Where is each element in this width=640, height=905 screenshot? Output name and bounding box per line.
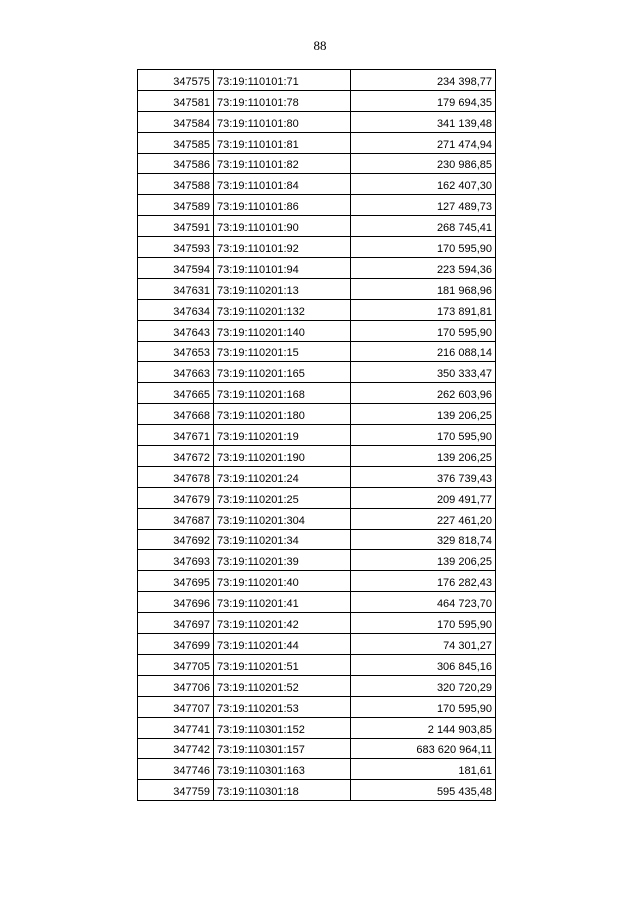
table-row: [138, 696, 496, 717]
value-cell: 181,61: [351, 759, 496, 780]
cadastral-number-cell: 73:19:110301:157: [214, 738, 351, 759]
table-row: [138, 613, 496, 634]
cadastral-number-cell: 73:19:110201:168: [214, 383, 351, 404]
value-cell: 181 968,96: [351, 278, 496, 299]
cadastral-number-cell: 73:19:110101:82: [214, 153, 351, 174]
cadastral-number-cell: 73:19:110301:152: [214, 717, 351, 738]
cadastral-number-cell: 73:19:110201:180: [214, 404, 351, 425]
cadastral-number-cell: 73:19:110201:40: [214, 571, 351, 592]
value-cell: 595 435,48: [351, 780, 496, 801]
cadastral-number-cell: 73:19:110201:42: [214, 613, 351, 634]
row-number-cell: 347591: [138, 216, 214, 237]
value-cell: 271 474,94: [351, 132, 496, 153]
table-row: [138, 404, 496, 425]
table-row: [138, 278, 496, 299]
table-row: [138, 362, 496, 383]
value-cell: 179 694,35: [351, 90, 496, 111]
table-row: [138, 195, 496, 216]
table-row: [138, 111, 496, 132]
value-cell: 350 333,47: [351, 362, 496, 383]
table-row: [138, 174, 496, 195]
cadastral-number-cell: 73:19:110101:71: [214, 70, 351, 91]
cadastral-number-cell: 73:19:110201:24: [214, 466, 351, 487]
table-row: [138, 90, 496, 111]
row-number-cell: 347653: [138, 341, 214, 362]
value-cell: 173 891,81: [351, 299, 496, 320]
cadastral-number-cell: 73:19:110201:132: [214, 299, 351, 320]
row-number-cell: 347663: [138, 362, 214, 383]
table-row: [138, 383, 496, 404]
row-number-cell: 347692: [138, 529, 214, 550]
value-cell: 2 144 903,85: [351, 717, 496, 738]
table-row: [138, 425, 496, 446]
cadastral-number-cell: 73:19:110101:81: [214, 132, 351, 153]
table-row: [138, 487, 496, 508]
value-cell: 320 720,29: [351, 675, 496, 696]
cadastral-number-cell: 73:19:110201:39: [214, 550, 351, 571]
row-number-cell: 347687: [138, 508, 214, 529]
table-row: [138, 466, 496, 487]
row-number-cell: 347668: [138, 404, 214, 425]
value-cell: 341 139,48: [351, 111, 496, 132]
table-body: [138, 70, 496, 801]
cadastral-number-cell: 73:19:110201:304: [214, 508, 351, 529]
row-number-cell: 347589: [138, 195, 214, 216]
cadastral-number-cell: 73:19:110201:34: [214, 529, 351, 550]
cadastral-number-cell: 73:19:110101:94: [214, 258, 351, 279]
row-number-cell: 347671: [138, 425, 214, 446]
table-row: [138, 153, 496, 174]
cadastral-number-cell: 73:19:110201:53: [214, 696, 351, 717]
cadastral-number-cell: 73:19:110201:190: [214, 446, 351, 467]
row-number-cell: 347588: [138, 174, 214, 195]
cadastral-number-cell: 73:19:110101:80: [214, 111, 351, 132]
row-number-cell: 347593: [138, 237, 214, 258]
table-row: [138, 592, 496, 613]
cadastral-number-cell: 73:19:110101:78: [214, 90, 351, 111]
cadastral-number-cell: 73:19:110301:163: [214, 759, 351, 780]
row-number-cell: 347581: [138, 90, 214, 111]
table-row: [138, 654, 496, 675]
row-number-cell: 347584: [138, 111, 214, 132]
value-cell: 209 491,77: [351, 487, 496, 508]
value-cell: 216 088,14: [351, 341, 496, 362]
table-row: [138, 738, 496, 759]
value-cell: 170 595,90: [351, 696, 496, 717]
value-cell: 227 461,20: [351, 508, 496, 529]
value-cell: 306 845,16: [351, 654, 496, 675]
table-row: [138, 320, 496, 341]
row-number-cell: 347575: [138, 70, 214, 91]
cadastral-number-cell: 73:19:110101:86: [214, 195, 351, 216]
row-number-cell: 347585: [138, 132, 214, 153]
row-number-cell: 347759: [138, 780, 214, 801]
row-number-cell: 347696: [138, 592, 214, 613]
row-number-cell: 347699: [138, 634, 214, 655]
cadastral-number-cell: 73:19:110201:13: [214, 278, 351, 299]
row-number-cell: 347631: [138, 278, 214, 299]
row-number-cell: 347672: [138, 446, 214, 467]
value-cell: 376 739,43: [351, 466, 496, 487]
cadastral-number-cell: 73:19:110201:15: [214, 341, 351, 362]
row-number-cell: 347665: [138, 383, 214, 404]
cadastral-number-cell: 73:19:110101:90: [214, 216, 351, 237]
cadastral-number-cell: 73:19:110201:165: [214, 362, 351, 383]
cadastral-number-cell: 73:19:110201:41: [214, 592, 351, 613]
cadastral-number-cell: 73:19:110201:19: [214, 425, 351, 446]
row-number-cell: 347707: [138, 696, 214, 717]
table-row: [138, 529, 496, 550]
row-number-cell: 347634: [138, 299, 214, 320]
table-row: [138, 508, 496, 529]
table-row: [138, 299, 496, 320]
value-cell: 139 206,25: [351, 446, 496, 467]
value-cell: 230 986,85: [351, 153, 496, 174]
value-cell: 139 206,25: [351, 550, 496, 571]
row-number-cell: 347643: [138, 320, 214, 341]
cadastral-number-cell: 73:19:110101:92: [214, 237, 351, 258]
cadastral-number-cell: 73:19:110101:84: [214, 174, 351, 195]
table-row: [138, 675, 496, 696]
row-number-cell: 347741: [138, 717, 214, 738]
table-row: [138, 341, 496, 362]
data-table: [137, 69, 496, 801]
table-row: [138, 717, 496, 738]
row-number-cell: 347705: [138, 654, 214, 675]
value-cell: 170 595,90: [351, 237, 496, 258]
table-row: [138, 550, 496, 571]
value-cell: 329 818,74: [351, 529, 496, 550]
value-cell: 170 595,90: [351, 320, 496, 341]
table-row: [138, 571, 496, 592]
row-number-cell: 347742: [138, 738, 214, 759]
value-cell: 262 603,96: [351, 383, 496, 404]
value-cell: 170 595,90: [351, 613, 496, 634]
row-number-cell: 347695: [138, 571, 214, 592]
row-number-cell: 347678: [138, 466, 214, 487]
table-row: [138, 237, 496, 258]
row-number-cell: 347697: [138, 613, 214, 634]
cadastral-number-cell: 73:19:110201:51: [214, 654, 351, 675]
row-number-cell: 347594: [138, 258, 214, 279]
value-cell: 268 745,41: [351, 216, 496, 237]
row-number-cell: 347746: [138, 759, 214, 780]
table-row: [138, 780, 496, 801]
row-number-cell: 347706: [138, 675, 214, 696]
row-number-cell: 347679: [138, 487, 214, 508]
value-cell: 176 282,43: [351, 571, 496, 592]
cadastral-number-cell: 73:19:110201:44: [214, 634, 351, 655]
value-cell: 74 301,27: [351, 634, 496, 655]
value-cell: 234 398,77: [351, 70, 496, 91]
cadastral-number-cell: 73:19:110301:18: [214, 780, 351, 801]
table-row: [138, 258, 496, 279]
value-cell: 223 594,36: [351, 258, 496, 279]
value-cell: 139 206,25: [351, 404, 496, 425]
table-row: [138, 216, 496, 237]
value-cell: 170 595,90: [351, 425, 496, 446]
page-number: 88: [313, 38, 327, 53]
value-cell: 162 407,30: [351, 174, 496, 195]
row-number-cell: 347586: [138, 153, 214, 174]
table-row: [138, 132, 496, 153]
table-row: [138, 634, 496, 655]
table-row: [138, 446, 496, 467]
cadastral-number-cell: 73:19:110201:140: [214, 320, 351, 341]
table-row: [138, 759, 496, 780]
value-cell: 683 620 964,11: [351, 738, 496, 759]
value-cell: 464 723,70: [351, 592, 496, 613]
cadastral-number-cell: 73:19:110201:25: [214, 487, 351, 508]
value-cell: 127 489,73: [351, 195, 496, 216]
table-row: [138, 70, 496, 91]
row-number-cell: 347693: [138, 550, 214, 571]
cadastral-number-cell: 73:19:110201:52: [214, 675, 351, 696]
